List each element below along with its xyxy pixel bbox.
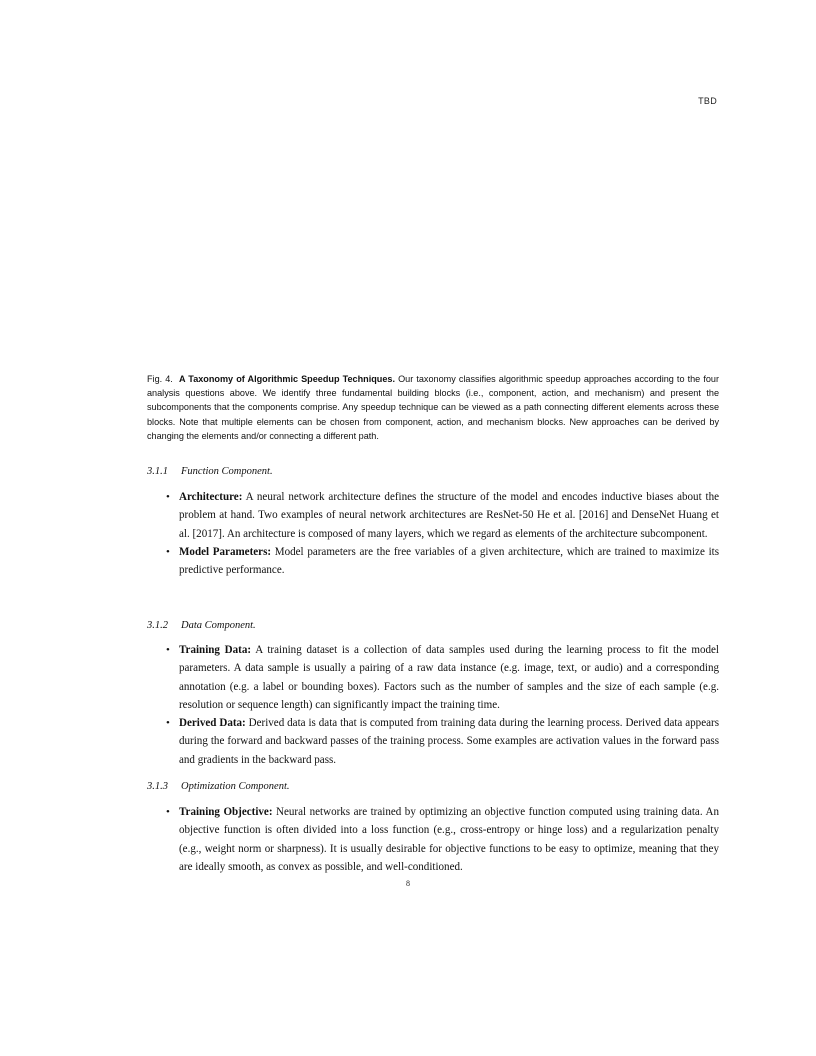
- function-component-list: [147, 488, 719, 579]
- section-number: 3.1.3: [147, 781, 168, 792]
- item-text: Model parameters are the free variables of a given architecture, which are trained to maximize its predictive performance.: [179, 545, 720, 577]
- list-item-derived-data: [147, 714, 719, 769]
- item-text: A neural network architecture defines the structure of the model and encodes inductive biases about the problem at hand. Two examples of neural network architectures are ResNet-50 He et al. [2016] and DenseNet Huang et al. [2017]. An architecture is composed of many layers, which we regard as elements of the architecture subcomponent.: [179, 491, 719, 540]
- bullet-icon: •: [166, 644, 170, 656]
- bullet-icon: •: [166, 717, 170, 730]
- item-text: Neural networks are trained by optimizing an objective function computed using training data. An objective function is often divided into a loss function (e.g., cross-entropy or hinge loss) and a regularization penalty (e.g., weight norm or sharpness). It is usually desirable for objective functions to be easy to optimize, meaning that they are ideally smooth, as convex as possible, and well-conditioned.: [179, 806, 719, 873]
- list-item-training-objective: [147, 803, 719, 876]
- data-component-list: [147, 641, 719, 769]
- bullet-icon: •: [166, 491, 170, 503]
- item-term: Training Objective:: [179, 806, 273, 818]
- item-term: Derived Data:: [179, 717, 246, 730]
- section-number: 3.1.1: [147, 466, 168, 477]
- section-heading-optimization: [147, 781, 290, 792]
- section-number: 3.1.2: [147, 620, 168, 631]
- item-term: Training Data:: [179, 644, 252, 656]
- section-heading-function: [147, 466, 273, 477]
- figure-placeholder: [147, 120, 718, 360]
- section-title: Data Component.: [181, 620, 256, 631]
- item-term: Architecture:: [179, 491, 243, 503]
- bullet-icon: •: [166, 545, 170, 558]
- figure-title: A Taxonomy of Algorithmic Speedup Techniques.: [179, 374, 395, 384]
- figure-caption-text: Our taxonomy classifies algorithmic speedup approaches according to the four analysis questions above. We identify three fundamental building blocks (i.e., component, action, and mechanism) and present the subcomponents that the components comprise. Any speedup technique can be viewed as a path connecting different elements across these blocks. Note that multiple elements can be chosen from component, action, and mechanism blocks. New approaches can be derived by changing the elements and/or connecting a different path.: [147, 374, 719, 441]
- item-text: Derived data is data that is computed from training data during the learning process. Derived data appears during the forward and backward passes of the training process. Some examples are activation values in the forward pass and gradients in the backward pass.: [179, 717, 719, 766]
- figure-label: Fig. 4.: [147, 374, 173, 384]
- list-item-architecture: [147, 488, 719, 543]
- optimization-component-list: [147, 803, 719, 876]
- item-term: Model Parameters:: [179, 545, 272, 558]
- section-heading-data: [147, 620, 256, 631]
- page-number: 8: [406, 879, 410, 888]
- item-text: A training dataset is a collection of data samples used during the learning process to fit the model parameters. A data sample is usually a pairing of a raw data instance (e.g. image, text, or audio) and a corresponding annotation (e.g. a label or bounding boxes). Factors such as the number of samples and the size of each sample (e.g. resolution or sequence length) can significantly impact the training time.: [179, 644, 719, 711]
- list-item-training-data: [147, 641, 719, 714]
- bullet-icon: •: [166, 806, 170, 818]
- list-item-model-parameters: [147, 543, 719, 580]
- running-head: TBD: [698, 96, 717, 106]
- section-title: Function Component.: [181, 466, 273, 477]
- section-title: Optimization Component.: [181, 781, 290, 792]
- figure-caption: [147, 372, 719, 443]
